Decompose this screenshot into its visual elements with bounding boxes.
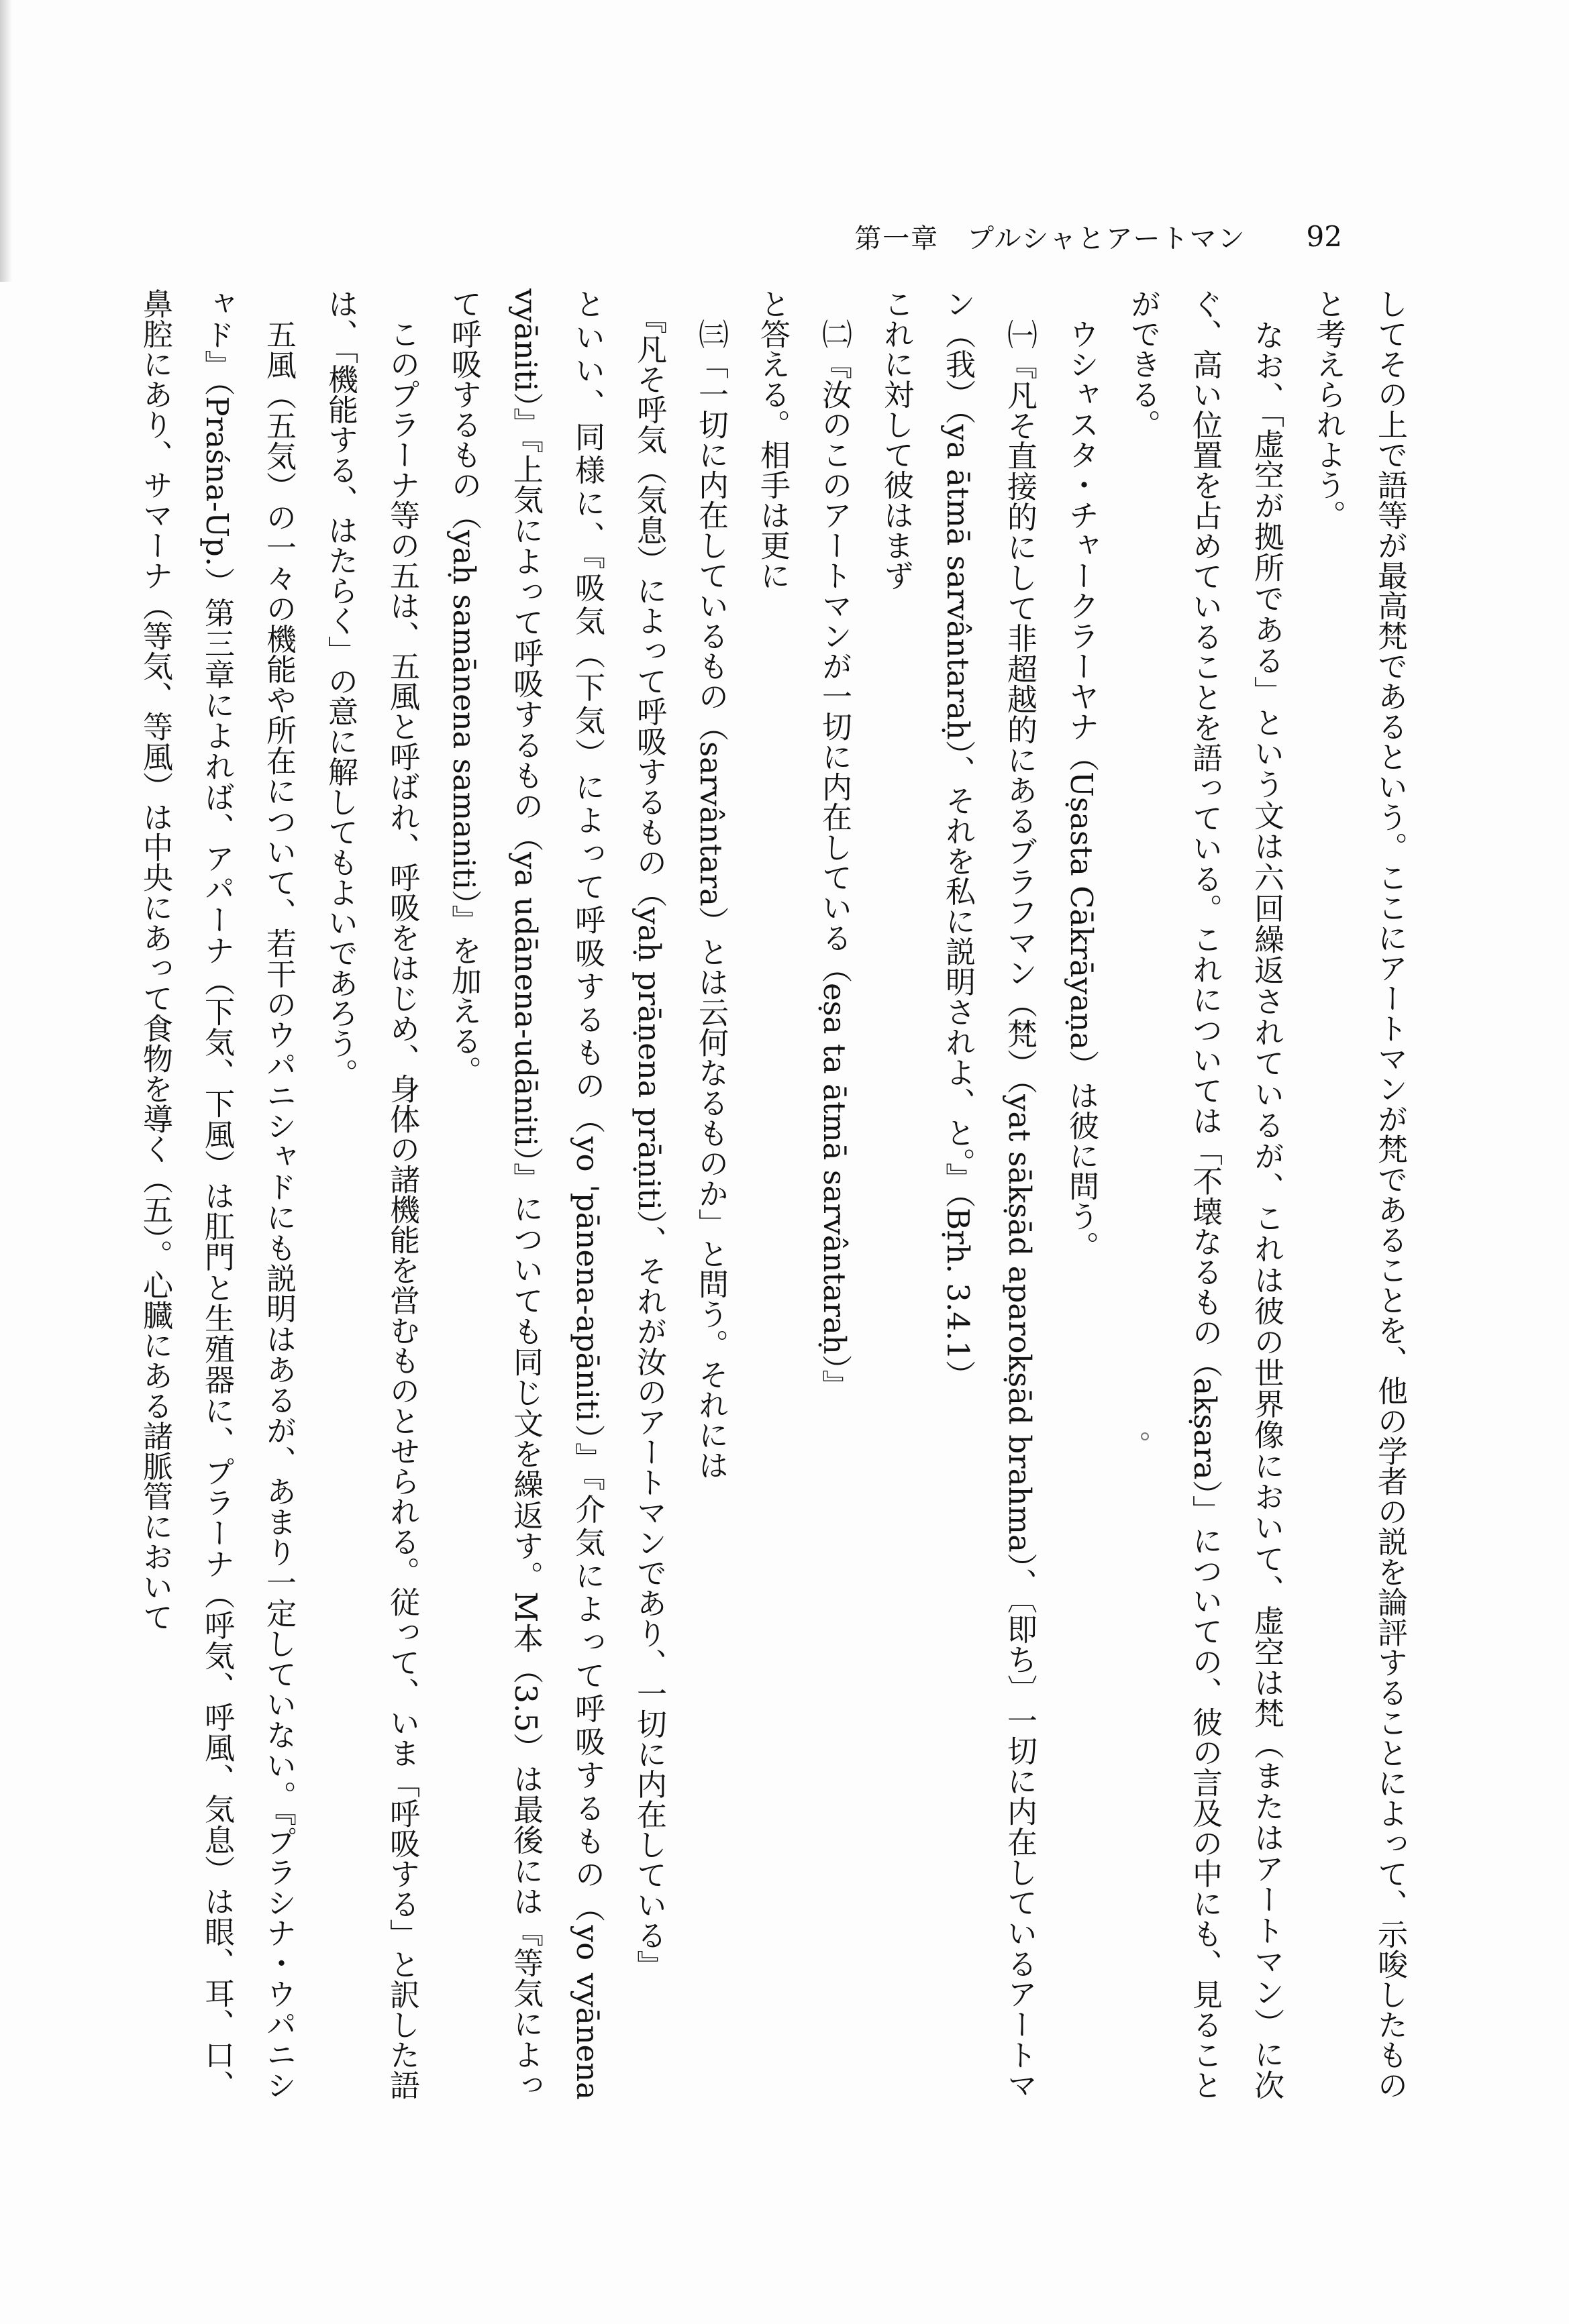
paragraph: これに対して彼はまず	[878, 288, 914, 590]
scan-speck	[1141, 1432, 1149, 1440]
paragraph: と答える。相手は更に	[755, 288, 791, 590]
body-text-block	[124, 288, 1408, 2147]
paragraph: このプラーナ等の五は、五風と呼ばれ、呼吸をはじめ、身体の諸機能を営むものとせられる。従って、いま「呼吸する」と訳した語は、「機能する、はたらく」の意に解してもよいであろう。	[323, 288, 420, 2100]
scan-edge-shadow	[0, 0, 12, 282]
paragraph: 五風（五気）の一々の機能や所在について、若干のウパニシャドにも説明はあるが、あまり一定していない。『プラシナ・ウパニシャド』（Praśna-Up.）第三章によれば、アパーナ（下気、下風）は肛門と生殖器に、プラーナ（呼気、呼風、気息）は眼、耳、口、鼻腔にあり、サマーナ（等気、等風）は中央にあって食物を導く（五）。心臓にある諸脈管において	[138, 288, 297, 2100]
vertical-text-columns	[124, 288, 1421, 2100]
page-number: 92	[1306, 219, 1342, 253]
running-header	[854, 216, 1342, 256]
quotation: 『凡そ呼気（気息）によって呼吸するもの（yaḥ prāṇena prāṇiti）、それが汝のアートマンであり、一切に内在している』	[631, 288, 667, 1980]
paragraph: してその上で語等が最高梵であるという。ここにアートマンが梵であることを、他の学者の説を論評することによって、示唆したものと考えられよう。	[1311, 288, 1408, 2100]
paragraph: なお、「虚空が拠所である」という文は六回繰返されているが、これは彼の世界像において、虚空は梵（またはアートマン）に次ぐ、高い位置を占めていることを語っている。これについては「不壊なるもの（akṣara）」についての、彼の言及の中にも、見ることができる。	[1125, 288, 1284, 2101]
paragraph: ウシャスタ・チャークラーヤナ（Uṣasta Cākrāyaṇa）は彼に問う。	[1064, 288, 1099, 1262]
quotation: ㈡『汝のこのアートマンが一切に内在している（eṣa ta ātmā sarvântaraḥ）』	[817, 288, 852, 1400]
quotation: ㈠『凡そ直接的にして非超越的にあるブラフマン（梵）（yat sākṣād aparokṣād brahma）、〔即ち〕一切に内在しているアートマン（我）（ya ātmā sarvântaraḥ）、それを私に説明されよ、と。』（Bṛh. 3.4.1）	[940, 288, 1037, 2100]
quotation: ㈢「一切に内在しているもの（sarvântara）とは云何なるものか」と問う。それには	[693, 288, 729, 1480]
chapter-title: 第一章 プルシャとアートマン	[854, 223, 1246, 254]
paragraph: といい、同様に、『吸気（下気）によって呼吸するもの（yo 'pānena-apāniti）』『介気によって呼吸するもの（yo vyānena vyāniti）』『上気によって呼吸するもの（ya udānena-udāniti）』についても同じ文を繰返す。M本（3.5）は最後には『等気によって呼吸するもの（yaḥ samānena samaniti）』を加える。	[446, 288, 605, 2100]
